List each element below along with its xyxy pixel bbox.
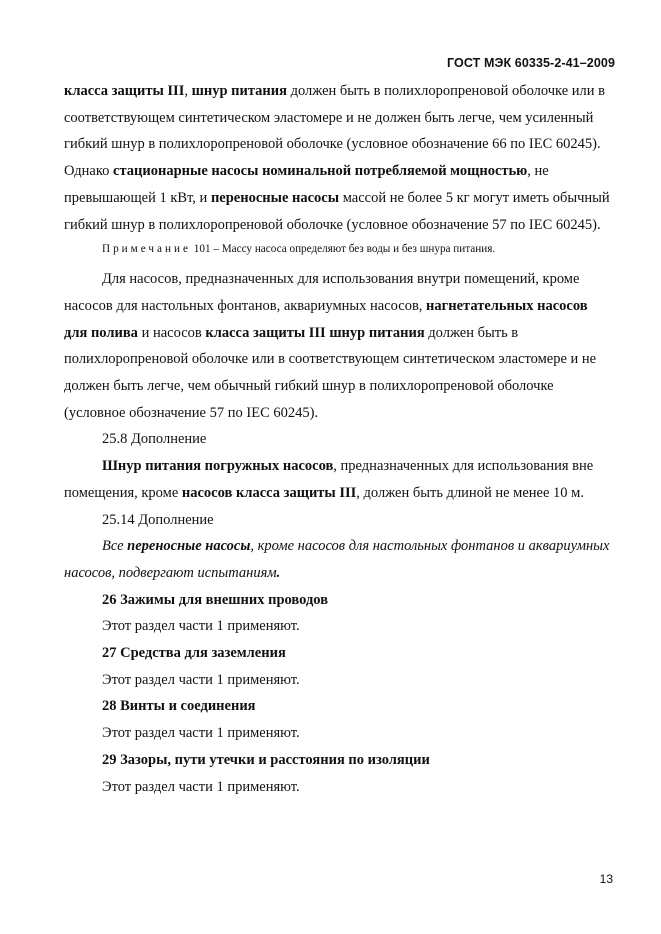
term-portable-pumps: переносные насосы xyxy=(210,189,340,206)
document-body xyxy=(64,78,613,800)
subsection-25-14: 25.14 Дополнение xyxy=(102,511,214,528)
section-29-text: Этот раздел части 1 применяют. xyxy=(102,778,300,795)
text-fragment: и насосов xyxy=(137,324,206,341)
term-protection-class-iii: класса защиты III xyxy=(64,83,185,99)
note-101 xyxy=(64,240,613,258)
term-power-cord: шнур питания xyxy=(191,83,287,99)
section-26-title: 26 Зажимы для внешних проводов xyxy=(102,591,329,608)
note-text: – Массу насоса определяют без воды и без шнура питания. xyxy=(210,243,496,256)
term-submersible-cord: Шнур питания погружных насосов xyxy=(102,458,334,475)
document-header: ГОСТ МЭК 60335-2-41–2009 xyxy=(447,56,615,70)
paragraph-indoor-pumps xyxy=(64,266,613,426)
section-28-text: Этот раздел части 1 применяют. xyxy=(102,725,300,742)
text-fragment: , кроме насосов для настольных фонтанов и аквариумных насосов, подвергают испытаниям xyxy=(64,538,610,581)
section-26-text: Этот раздел части 1 применяют. xyxy=(102,618,300,635)
text-fragment: Все xyxy=(102,538,128,555)
term-class-iii-pumps: насосов класса защиты III xyxy=(181,484,357,501)
text-fragment: должен быть в полихлоропреновой оболочке или в соответствующем синтетическом эластомере и не должен быть легче, чем усиленный гибкий шнур в полихлоропреновой оболочке (условное обозначение 66 по IEC 60245). Однако xyxy=(64,83,606,180)
text-fragment: , должен быть длиной не менее 10 м. xyxy=(356,484,584,501)
section-27-title: 27 Средства для заземления xyxy=(102,645,286,662)
paragraph-portable-tests xyxy=(64,533,613,586)
section-29-title: 29 Зазоры, пути утечки и расстояния по изоляции xyxy=(102,751,430,768)
note-number: 101 xyxy=(190,243,211,256)
term-class-iii-power-cord: класса защиты III шнур питания xyxy=(205,324,425,341)
term-stationary-pumps: стационарные насосы номинальной потребляемой мощностью xyxy=(113,163,528,180)
section-27-text: Этот раздел части 1 применяют. xyxy=(102,671,300,688)
text-fragment: , предназначенных для использования вне помещения, кроме xyxy=(64,458,594,501)
section-28-title: 28 Винты и соединения xyxy=(102,698,256,715)
page-number: 13 xyxy=(599,872,613,886)
paragraph-submersible-pumps xyxy=(64,453,613,506)
text-fragment: Для насосов, предназначенных для использования внутри помещений, кроме насосов для настольных фонтанов, аквариумных насосов, xyxy=(64,271,580,314)
text-fragment: , не превышающей 1 кВт, и xyxy=(64,163,549,206)
term-portable-pumps-italic: переносные насосы xyxy=(127,538,251,555)
text-fragment: должен быть в полихлоропреновой оболочке или в соответствующем синтетическом эластомере и не должен быть легче, чем обычный гибкий шнур в полихлоропреновой оболочке (условное обозначение 57 по IEC 60245). xyxy=(64,324,597,421)
text-fragment: . xyxy=(276,564,281,581)
subsection-25-8: 25.8 Дополнение xyxy=(102,431,207,448)
text-fragment: массой не более 5 кг могут иметь обычный гибкий шнур в полихлоропреновой оболочке (условное обозначение 57 по IEC 60245). xyxy=(64,189,610,233)
note-label: Примечание xyxy=(102,243,191,256)
text-fragment: , xyxy=(184,83,192,99)
term-irrigation-pumps: нагнетательных насосов для полива xyxy=(64,297,588,341)
paragraph-power-cord-requirements xyxy=(64,78,613,238)
